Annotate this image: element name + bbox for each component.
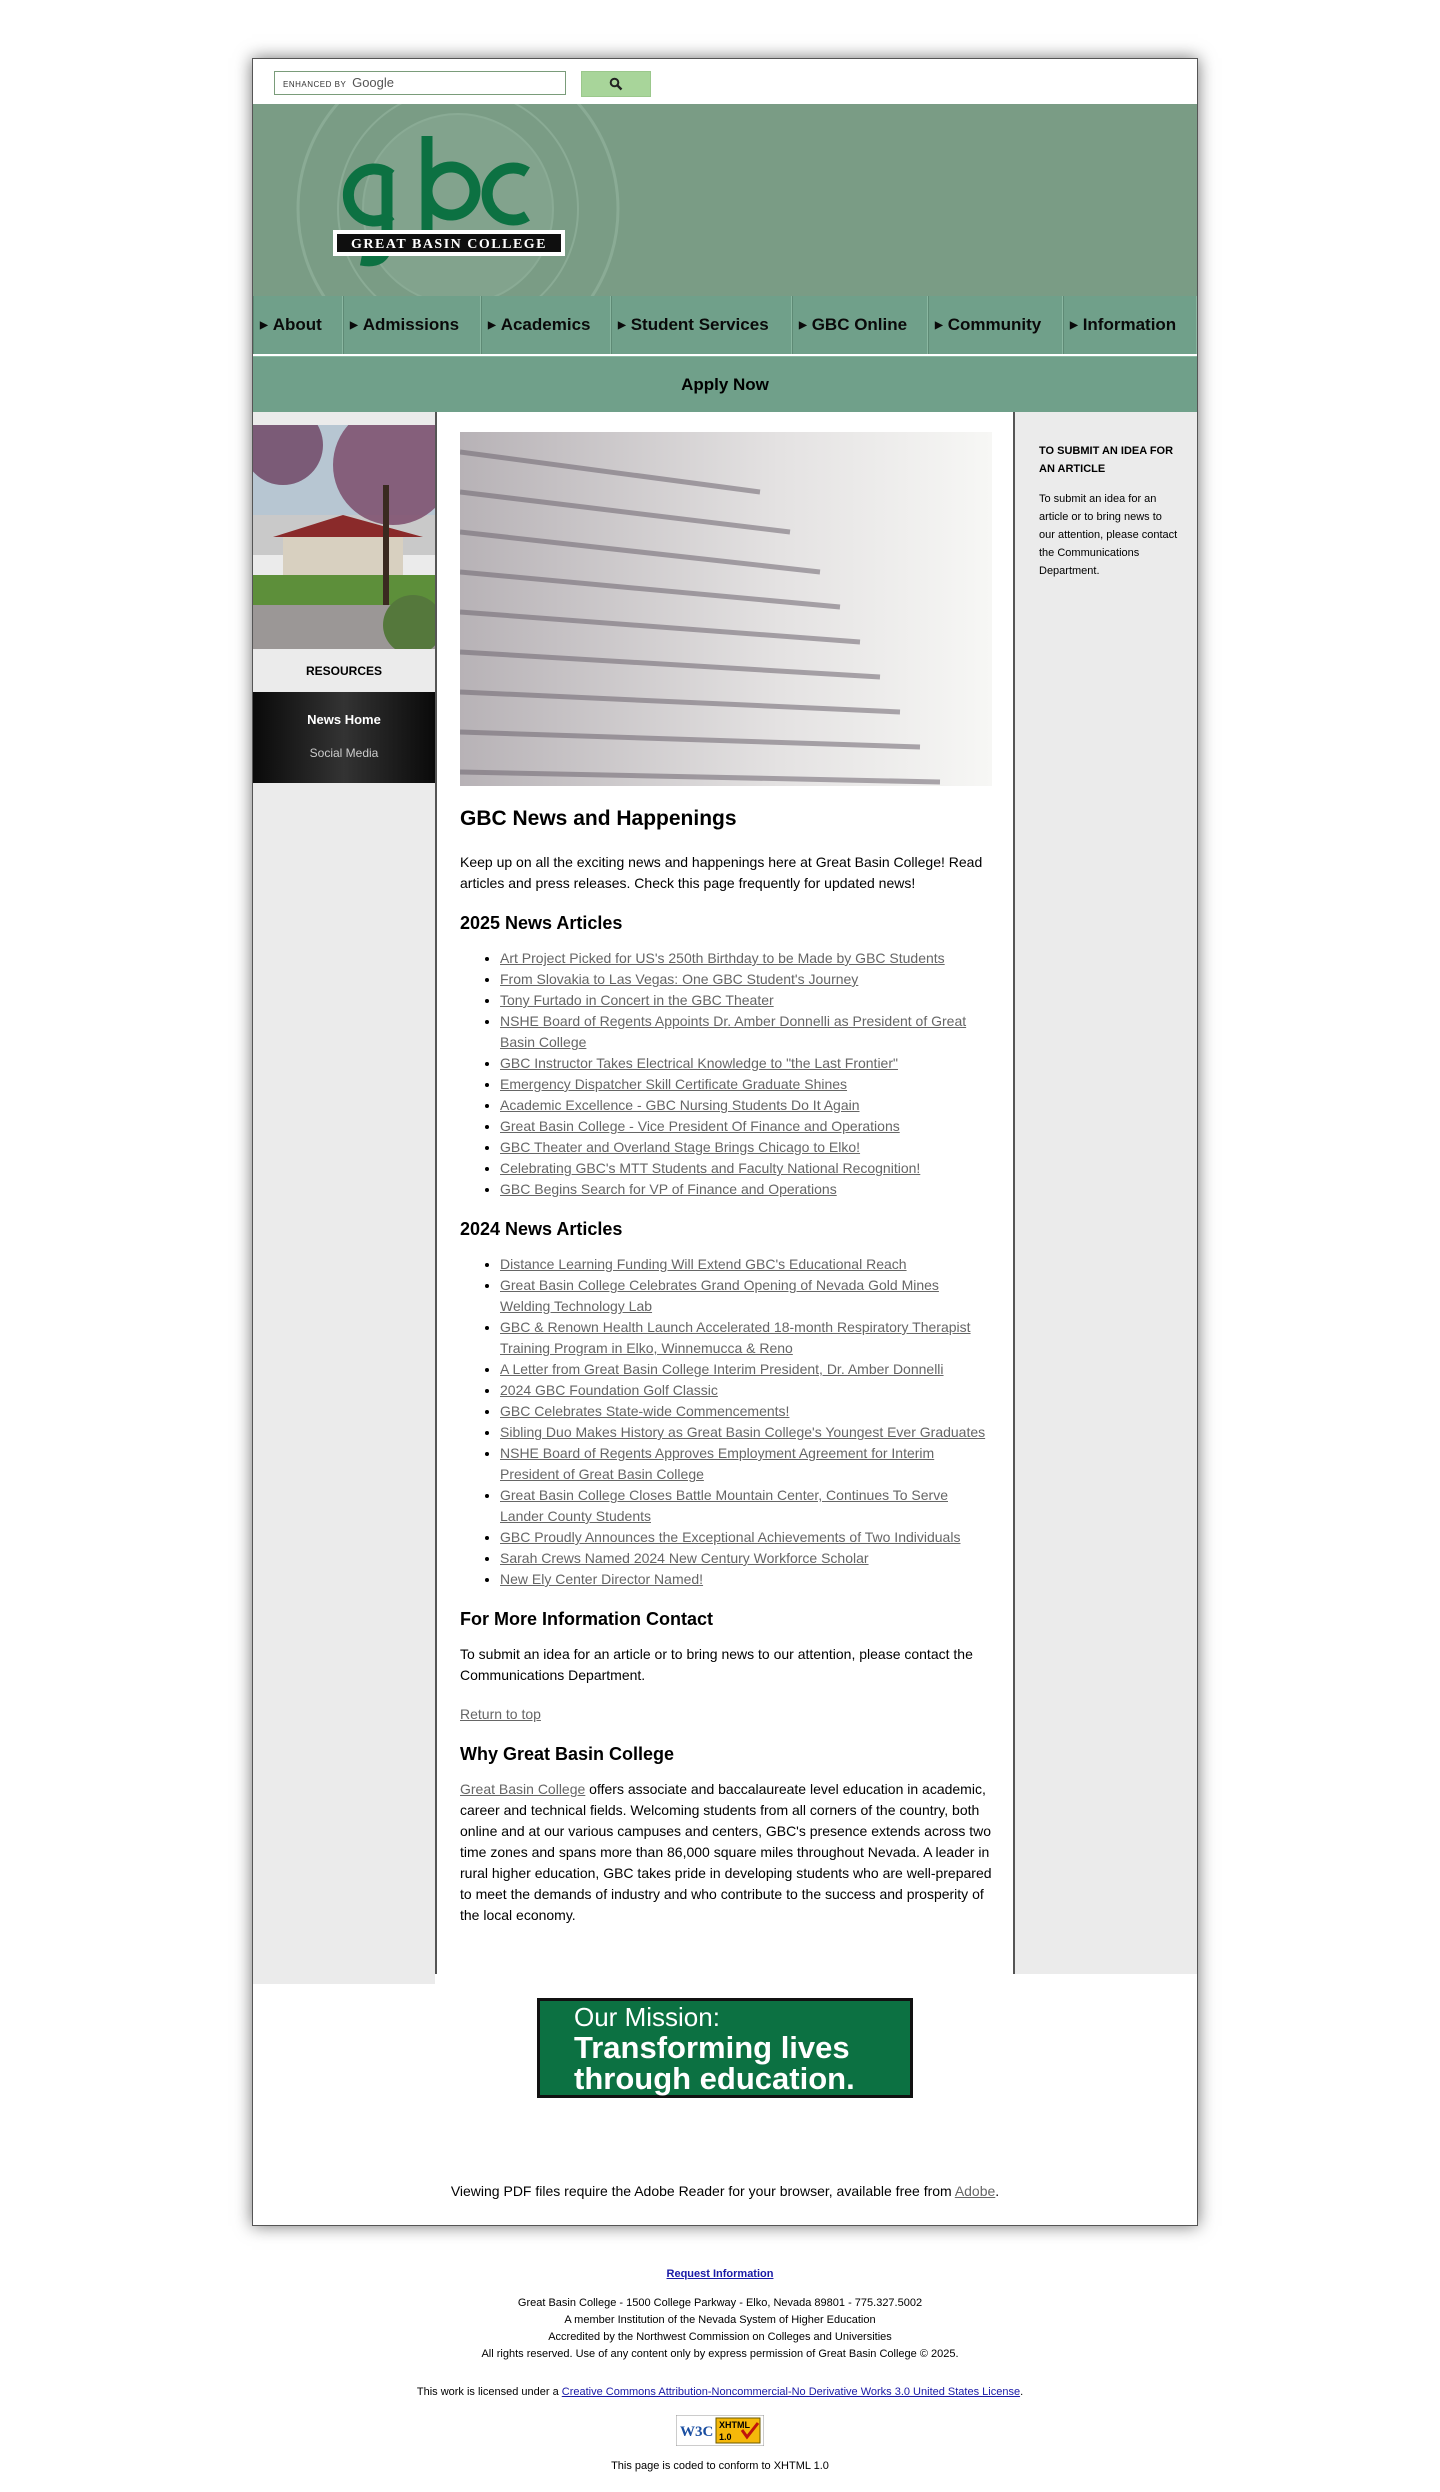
- intro-text: Keep up on all the exciting news and happenings here at Great Basin College! Read articles and press releases. Check this page frequently for updated news!: [460, 854, 983, 891]
- list-item: [500, 969, 992, 990]
- return-to-top-link[interactable]: Return to top: [460, 1706, 541, 1722]
- search-input[interactable]: [274, 71, 566, 95]
- nav-label: About: [272, 315, 322, 334]
- list-item: [500, 1011, 992, 1053]
- page-container: [252, 58, 1198, 2226]
- badge-version-text: 1.0: [719, 2432, 732, 2442]
- list-item: [500, 1275, 992, 1317]
- license-text: This work is licensed under a: [416, 2386, 562, 2398]
- nav-about[interactable]: [253, 296, 343, 354]
- gbc-logo[interactable]: [331, 120, 567, 280]
- list-item: [500, 1569, 992, 1590]
- submit-idea-text: To submit an idea for an article or to bring news to our attention, please contact the Communications Department.: [1039, 493, 1178, 577]
- list-item: [500, 1254, 992, 1275]
- article-link[interactable]: GBC Instructor Takes Electrical Knowledge to "the Last Frontier": [500, 1055, 898, 1071]
- nav-community[interactable]: [928, 296, 1063, 354]
- nav-label: Admissions: [362, 315, 460, 334]
- list-item: [500, 1116, 992, 1137]
- article-link[interactable]: NSHE Board of Regents Appoints Dr. Amber Donnelli as President of Great Basin College: [500, 1013, 967, 1050]
- why-heading: Why Great Basin College: [460, 1744, 675, 1764]
- contact-heading: For More Information Contact: [460, 1609, 713, 1629]
- search-button[interactable]: [581, 71, 651, 97]
- mission-line-2: through education.: [574, 2061, 855, 2096]
- site-header: [253, 104, 1197, 296]
- article-link[interactable]: From Slovakia to Las Vegas: One GBC Student's Journey: [500, 971, 859, 987]
- pdf-note-text: Viewing PDF files require the Adobe Reader for your browser, available free from: [450, 2183, 955, 2199]
- nav-label: GBC Online: [811, 315, 908, 334]
- triangle-right-icon: ▶: [799, 319, 807, 331]
- list-item: [500, 1053, 992, 1074]
- nav-label: Community: [947, 315, 1042, 334]
- newspaper-hero-image: [460, 432, 992, 786]
- triangle-right-icon: ▶: [1070, 319, 1078, 331]
- triangle-right-icon: ▶: [935, 319, 943, 331]
- footer-address: Great Basin College - 1500 College Parkway - Elko, Nevada 89801 - 775.327.5002: [517, 2297, 923, 2309]
- list-item: [500, 1422, 992, 1443]
- mission-label: Our Mission:: [574, 2002, 720, 2032]
- cc-license-link[interactable]: Creative Commons Attribution-Noncommercial-No Derivative Works 3.0 United States License: [561, 2386, 1021, 2398]
- article-link[interactable]: Great Basin College Celebrates Grand Opening of Nevada Gold Mines Welding Technology Lab: [500, 1277, 939, 1314]
- return-top-paragraph: [460, 1704, 992, 1725]
- article-link[interactable]: GBC Begins Search for VP of Finance and Operations: [500, 1181, 837, 1197]
- triangle-right-icon: ▶: [488, 319, 496, 331]
- triangle-right-icon: ▶: [260, 319, 268, 331]
- article-link[interactable]: Celebrating GBC's MTT Students and Faculty National Recognition!: [500, 1160, 921, 1176]
- article-link[interactable]: Art Project Picked for US's 250th Birthday to be Made by GBC Students: [500, 950, 945, 966]
- resources-heading: RESOURCES: [253, 649, 435, 692]
- list-item: [500, 1443, 992, 1485]
- list-item: [500, 1359, 992, 1380]
- article-link[interactable]: Tony Furtado in Concert in the GBC Theater: [500, 992, 774, 1008]
- list-item: [500, 1317, 992, 1359]
- campus-photo: [253, 425, 435, 649]
- triangle-right-icon: ▶: [618, 319, 626, 331]
- list-item: [500, 1137, 992, 1158]
- nav-label: Information: [1082, 315, 1177, 334]
- site-footer: [0, 2266, 1440, 2475]
- article-link[interactable]: New Ely Center Director Named!: [500, 1571, 704, 1587]
- adobe-link[interactable]: Adobe: [954, 2183, 996, 2199]
- nav-label: Academics: [500, 315, 591, 334]
- article-link[interactable]: Sarah Crews Named 2024 New Century Workforce Scholar: [500, 1550, 869, 1566]
- pdf-note: [253, 2183, 1197, 2199]
- nav-academics[interactable]: [481, 296, 611, 354]
- pdf-note-end: .: [995, 2183, 1000, 2199]
- side-menu: [253, 692, 435, 783]
- main-content: [435, 412, 1015, 1974]
- article-link[interactable]: Distance Learning Funding Will Extend GBC's Educational Reach: [500, 1256, 907, 1272]
- nav-student-services[interactable]: [611, 296, 792, 354]
- why-text: offers associate and baccalaureate level education in academic, career and technical fields. Welcoming students from all corners of the country, both online and at our various campuses and centers, GBC's presence extends across two time zones and spans more than 86,000 square miles throughout Nevada. A leader in rural higher education, GBC takes pride in developing students who are well-prepared to meet the demands of industry and who contribute to the success and prosperity of the local economy.: [460, 1781, 992, 1923]
- list-item: [500, 1401, 992, 1422]
- main-nav: [253, 296, 1197, 354]
- mission-statement: [574, 2032, 855, 2094]
- license-end: .: [1020, 2386, 1024, 2398]
- nav-gbc-online[interactable]: [792, 296, 928, 354]
- article-link[interactable]: GBC Proudly Announces the Exceptional Achievements of Two Individuals: [500, 1529, 961, 1545]
- google-label: Google: [352, 75, 394, 90]
- article-link[interactable]: A Letter from Great Basin College Interim President, Dr. Amber Donnelli: [500, 1361, 944, 1377]
- xhtml-conform-text: This page is coded to conform to XHTML 1.0: [611, 2460, 829, 2472]
- list-item: [500, 1485, 992, 1527]
- w3c-badge-icon: [676, 2415, 764, 2446]
- article-link[interactable]: GBC Celebrates State-wide Commencements!: [500, 1403, 790, 1419]
- list-item: [500, 990, 992, 1011]
- search-bar: [253, 59, 1197, 104]
- logo-text: GREAT BASIN COLLEGE: [350, 237, 548, 252]
- article-link[interactable]: Emergency Dispatcher Skill Certificate Graduate Shines: [500, 1076, 848, 1092]
- mission-banner[interactable]: [537, 1998, 913, 2098]
- list-item: [500, 1074, 992, 1095]
- list-item: [500, 1380, 992, 1401]
- page-title: GBC News and Happenings: [460, 807, 737, 830]
- footer-rights: All rights reserved. Use of any content only by express permission of Great Basin College © 2025.: [481, 2348, 959, 2360]
- right-sidebar: [1015, 412, 1197, 1974]
- list-item: [500, 1179, 992, 1200]
- side-menu-social-media[interactable]: Social Media: [309, 746, 379, 760]
- list-item: [500, 1158, 992, 1179]
- article-link[interactable]: Academic Excellence - GBC Nursing Students Do It Again: [500, 1097, 860, 1113]
- heading-2025: 2025 News Articles: [460, 913, 623, 933]
- side-menu-news-home[interactable]: News Home: [307, 712, 381, 727]
- nav-information[interactable]: [1063, 296, 1197, 354]
- request-information-link[interactable]: Request Information: [666, 2268, 774, 2280]
- list-item: [500, 1548, 992, 1569]
- footer-member: A member Institution of the Nevada System of Higher Education: [564, 2314, 876, 2326]
- article-link[interactable]: Great Basin College - Vice President Of Finance and Operations: [500, 1118, 900, 1134]
- articles-2025-list: [460, 948, 992, 1200]
- list-item: [500, 1527, 992, 1548]
- badge-w3c-text: W3C: [680, 2424, 714, 2440]
- submit-idea-heading: TO SUBMIT AN IDEA FOR AN ARTICLE: [1039, 445, 1174, 475]
- article-link[interactable]: 2024 GBC Foundation Golf Classic: [500, 1382, 718, 1398]
- list-item: [500, 948, 992, 969]
- footer-accredited: Accredited by the Northwest Commission on Colleges and Universities: [548, 2331, 892, 2343]
- article-link[interactable]: Sibling Duo Makes History as Great Basin College's Youngest Ever Graduates: [500, 1424, 986, 1440]
- gbc-link[interactable]: Great Basin College: [460, 1781, 586, 1797]
- article-link[interactable]: GBC Theater and Overland Stage Brings Chicago to Elko!: [500, 1139, 861, 1155]
- article-link[interactable]: Great Basin College Closes Battle Mountain Center, Continues To Serve Lander County Students: [500, 1487, 948, 1524]
- badge-xhtml-text: XHTML: [719, 2420, 750, 2430]
- enhanced-by-label: ENHANCED BY: [283, 80, 347, 89]
- article-link[interactable]: NSHE Board of Regents Approves Employment Agreement for Interim President of Great Basin College: [500, 1445, 935, 1482]
- articles-2024-list: [460, 1254, 992, 1590]
- why-paragraph: [460, 1779, 992, 1926]
- nav-label: Student Services: [630, 315, 769, 334]
- contact-text: To submit an idea for an article or to bring news to our attention, please contact the Communications Department.: [460, 1646, 973, 1683]
- mission-line-1: Transforming lives: [574, 2030, 850, 2065]
- license-note: [0, 2384, 1440, 2401]
- article-link[interactable]: GBC & Renown Health Launch Accelerated 18-month Respiratory Therapist Training Program in Elko, Winnemucca & Reno: [500, 1319, 971, 1356]
- list-item: [500, 1095, 992, 1116]
- heading-2024: 2024 News Articles: [460, 1219, 623, 1239]
- article-body: [460, 806, 992, 1944]
- apply-now-link[interactable]: Apply Now: [253, 356, 1197, 413]
- w3c-xhtml-badge[interactable]: [676, 2415, 764, 2452]
- triangle-right-icon: ▶: [350, 319, 358, 331]
- nav-admissions[interactable]: [343, 296, 481, 354]
- search-icon: [609, 77, 623, 91]
- left-sidebar: [253, 412, 435, 1984]
